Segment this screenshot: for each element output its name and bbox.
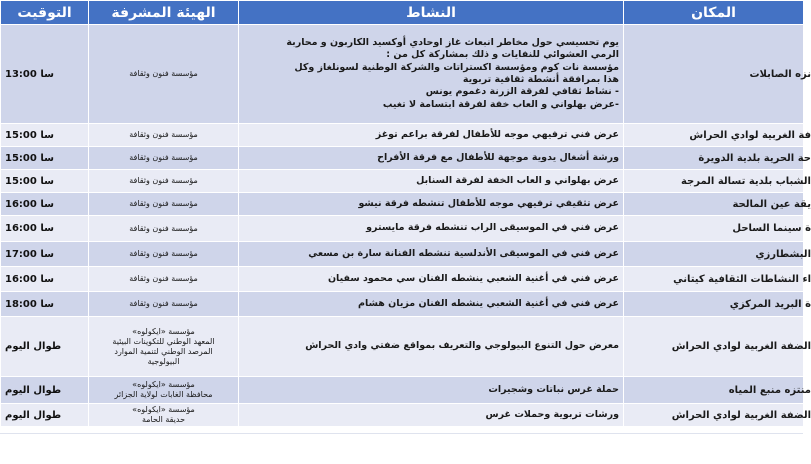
org-line: مؤسسة فنون وثقافة: [129, 223, 198, 233]
org-line: مؤسسة فنون وثقافة: [129, 299, 198, 308]
org-cell: [89, 292, 239, 317]
place-text: ة البريد المركزي: [729, 298, 811, 310]
org-cell: [89, 170, 239, 193]
header-activity: النشاط: [239, 1, 624, 25]
place-text: فة الغربية لوادي الحراش: [689, 129, 811, 141]
activity-line: عرض فني في أغنية الشعبي ينشطه الفنان سي محمود سفيان: [327, 272, 619, 284]
activity-line: ورشات تربوية وحملات غرس: [485, 408, 619, 420]
table-row: [1, 193, 804, 216]
time-cell: 16:00 سا: [1, 216, 89, 242]
time-cell: طوال اليوم: [1, 377, 89, 404]
header-row: [1, 1, 804, 25]
org-line: البيولوجية: [147, 356, 180, 366]
place-cell: [624, 170, 811, 193]
org-line: مؤسسة فنون وثقافة: [129, 130, 198, 139]
table-row: [1, 170, 804, 193]
activity-cell: [239, 25, 624, 124]
activity-cell: [239, 267, 624, 292]
place-cell: [624, 124, 811, 147]
time-cell: 18:00 سا: [1, 292, 89, 317]
header-time: التوقيت: [1, 1, 89, 25]
activity-line: عرض فني في الموسيقى الراب تنشطه فرقة مايسترو: [366, 222, 619, 234]
time-cell: 17:00 سا: [1, 242, 89, 267]
org-line: مؤسسة فنون وثقافة: [129, 274, 198, 283]
activity-line: الرمي العشوائي للنفايات و ذلك بمشاركة كل من :: [386, 49, 619, 61]
bottom-margin: [0, 427, 803, 464]
org-cell: [89, 377, 239, 404]
time-cell: 15:00 سا: [1, 170, 89, 193]
org-cell: [89, 216, 239, 242]
activity-line: عرض بهلواني و العاب الخفة لفرقة السنابل: [416, 174, 619, 186]
place-cell: [624, 377, 811, 404]
place-cell: [624, 216, 811, 242]
table-row: [1, 25, 804, 124]
org-cell: [89, 242, 239, 267]
table-row: [1, 216, 804, 242]
activity-cell: [239, 170, 624, 193]
header-place: المكان: [624, 1, 804, 25]
org-line: محافظة الغابات لولاية الجزائر: [114, 390, 213, 399]
place-text: منتزه منبع المياه: [728, 384, 811, 396]
activity-line: هذا بمرافقة أنشطة ثقافية تربوية: [462, 74, 619, 85]
activity-cell: [239, 292, 624, 317]
place-cell: [624, 25, 811, 124]
place-text: البشطارزي: [755, 248, 811, 260]
activity-cell: [239, 404, 624, 427]
org-cell: [89, 124, 239, 147]
activity-cell: [239, 317, 624, 377]
org-cell: [89, 404, 239, 427]
org-line: مؤسسة فنون وثقافة: [129, 153, 198, 162]
org-line: المعهد الوطني للتكوينات البيئية: [112, 336, 215, 346]
activity-line: عرض فني في الموسيقى الأندلسية تنشطه الفنانة سارة بن مسعي: [308, 247, 619, 259]
activity-line: - نشاط ثقافي لفرقة الزرنة دغموم يونس: [425, 86, 619, 98]
table-row: [1, 124, 804, 147]
table-row: [1, 292, 804, 317]
place-cell: [624, 193, 811, 216]
activity-line: حملة غرس نباتات وشجيرات: [488, 383, 619, 395]
place-text: الشباب بلدية تسالة المرجة: [680, 175, 811, 187]
activity-line: مؤسسة نات كوم ومؤسسة اكستراتات والشركة الوطنية لسونلغاز وكل: [294, 61, 619, 73]
table-row: [1, 147, 804, 170]
org-line: حديقة الحامة: [141, 415, 186, 424]
schedule-body: [1, 25, 811, 427]
time-cell: 16:00 سا: [1, 267, 89, 292]
activity-cell: [239, 377, 624, 404]
place-cell: [624, 147, 811, 170]
org-line: مؤسسة فنون وثقافة: [129, 69, 198, 78]
activity-line: عرض فني ترفيهي موجه للأطفال لفرقة براعم توغز: [375, 128, 619, 140]
bottom-divider: [0, 433, 803, 434]
activity-cell: [239, 193, 624, 216]
place-text: يقة عين المالحة: [732, 198, 811, 210]
org-line: مؤسسة فنون وثقافة: [129, 249, 198, 258]
activity-cell: [239, 147, 624, 170]
place-cell: [624, 404, 811, 427]
table-row: [1, 404, 804, 427]
time-cell: طوال اليوم: [1, 317, 89, 377]
org-cell: [89, 193, 239, 216]
activity-line: عرض فني في أغنية الشعبي ينشطه الفنان مزيان هشام: [358, 297, 619, 309]
activity-line: -عرض بهلواني و العاب خفة لفرقة ابتسامة لا تغيب: [382, 98, 619, 110]
table-row: [1, 377, 804, 404]
time-cell: 13:00 سا: [1, 25, 89, 124]
place-cell: [624, 267, 811, 292]
org-line: المرصد الوطني لتنمية الموارد: [114, 346, 213, 356]
place-text: الضفة الغربية لوادي الحراش: [671, 341, 811, 352]
activity-line: معرض حول التنوع البيولوجي والتعريف بمواقع ضفتي وادي الحراش: [305, 340, 619, 352]
place-text: اء النشاطات الثقافية كيتاني: [673, 273, 811, 285]
table-row: [1, 267, 804, 292]
place-text: ة سينما الساحل: [732, 223, 811, 234]
activity-cell: [239, 242, 624, 267]
place-text: الضفة الغربية لوادي الحراش: [671, 409, 811, 421]
place-text: نزه الصابلات: [749, 68, 811, 80]
header-org: الهيئة المشرفة: [89, 1, 239, 25]
org-line: مؤسسة فنون وثقافة: [129, 176, 198, 185]
place-cell: [624, 292, 811, 317]
place-cell: [624, 242, 811, 267]
org-line: مؤسسة فنون وثقافة: [129, 199, 198, 208]
org-line: مؤسسة «ايكولوه»: [132, 326, 195, 336]
activity-line: ورشة أشغال يدوية موجهة للأطفال مع فرقة الأفراح: [377, 151, 619, 163]
time-cell: طوال اليوم: [1, 404, 89, 427]
org-line: مؤسسة «ايكولوه»: [132, 405, 195, 414]
time-cell: 15:00 سا: [1, 124, 89, 147]
org-cell: [89, 267, 239, 292]
org-cell: [89, 25, 239, 124]
activity-cell: [239, 216, 624, 242]
time-cell: 15:00 سا: [1, 147, 89, 170]
org-cell: [89, 317, 239, 377]
table-row: [1, 317, 804, 377]
place-text: حة الحرية بلدية الدويرة: [698, 152, 811, 164]
time-cell: 16:00 سا: [1, 193, 89, 216]
table-row: [1, 242, 804, 267]
activity-cell: [239, 124, 624, 147]
org-line: مؤسسة «ايكولوه»: [132, 380, 195, 389]
activity-line: عرض تثقيفي ترفيهي موجه للأطفال تنشطه فرقة نيشو: [358, 197, 619, 209]
activity-line: يوم تحسيسي حول مخاطر انبعاث غاز اوحادي أوكسيد الكاربون و محاربة: [286, 37, 619, 49]
place-cell: [624, 317, 811, 377]
org-cell: [89, 147, 239, 170]
